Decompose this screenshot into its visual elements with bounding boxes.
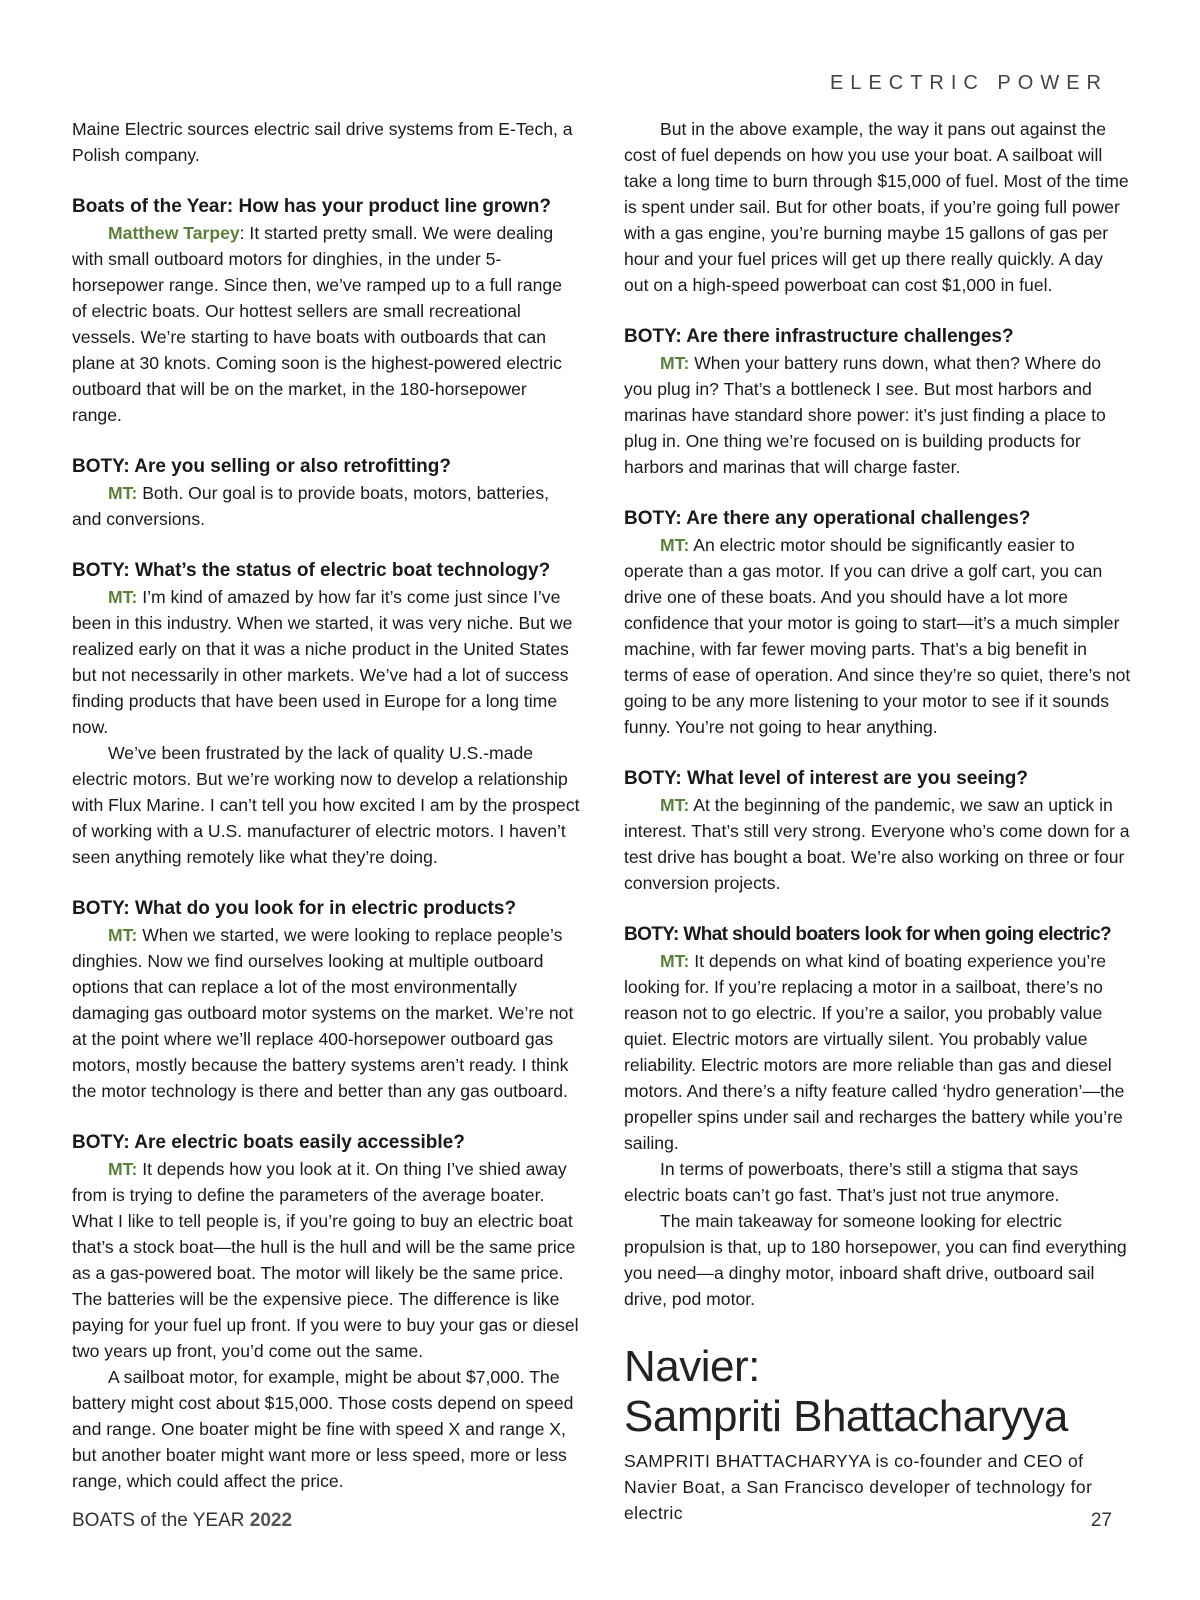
question-infrastructure: BOTY: Are there infrastructure challenges? [624,326,1014,347]
answer-product-line: Matthew Tarpey: It started pretty small. We were dealing with small outboard motors for dinghies, in the under 5-horsepower range. Since then, we’ve ramped up to a full range of electric boats. Our hottest sellers are small recreational vessels. We’re starting to have boats with outboards that can plane at 30 knots. Coming soon is the highest-powered electric outboard that will be on the market, in the 180-horsepower range. [72,223,562,425]
profile-title [624,1342,1132,1442]
answer-going-electric: MT: It depends on what kind of boating experience you’re looking for. If you’re replacing a motor in a sailboat, there’s no reason not to go electric. If you’re a sailor, you probably value quiet. Electric motors are virtually silent. You probably value reliability. Electric motors are more reliable than gas and diesel motors. And there’s a nifty feature called ‘hydro generation’—the propeller spins under sail and recharges the battery while you’re sailing. [624,951,1125,1153]
question-accessibility: BOTY: Are electric boats easily accessible? [72,1132,465,1153]
footer-publication: BOATS of the YEAR 2022 [72,1510,293,1531]
speaker-label: Matthew Tarpey [108,223,240,243]
speaker-label: MT: [108,925,138,945]
speaker-label: MT: [108,1159,138,1179]
answer-technology-status-2: We’ve been frustrated by the lack of quality U.S.-made electric motors. But we’re working now to develop a relationship with Flux Marine. I can’t tell you how excited I am by the prospect of working with a U.S. manufacturer of electric motors. I haven’t seen anything remotely like what they’re doing. [72,743,580,867]
question-operational: BOTY: Are there any operational challenges? [624,508,1031,529]
footer-year: 2022 [249,1510,293,1531]
answer-infrastructure: MT: When your battery runs down, what then? Where do you plug in? That’s a bottleneck I see. But most harbors and marinas have standard shore power: it’s just finding a place to plug in. One thing we’re focused on is building products for harbors and marinas that will charge faster. [624,353,1106,477]
question-electric-products: BOTY: What do you look for in electric products? [72,898,517,919]
page-number: 27 [1090,1510,1112,1531]
continued-paragraph: But in the above example, the way it pans out against the cost of fuel depends on how you use your boat. A sailboat will take a long time to burn through $15,000 of fuel. Most of the time is spent under sail. But for other boats, if you’re going full power with a gas engine, you’re burning maybe 15 gallons of gas per hour and your fuel prices will get up there really quickly. A day out on a high-speed powerboat can cost $1,000 in fuel. [624,119,1129,295]
right-column [624,116,1132,1526]
question-technology-status: BOTY: What’s the status of electric boat technology? [72,560,551,581]
answer-accessibility-2: A sailboat motor, for example, might be about $7,000. The battery might cost about $15,000. Those costs depend on speed and range. One boater might be fine with speed X and range X, but another boater might want more or less speed, more or less range, which could affect the price. [72,1367,574,1491]
speaker-label: MT: [108,587,138,607]
question-product-line: Boats of the Year: How has your product line grown? [72,196,551,217]
answer-going-electric-3: The main takeaway for someone looking for electric propulsion is that, up to 180 horsepower, you can find everything you need—a dinghy motor, inboard shaft drive, outboard sail drive, pod motor. [624,1211,1127,1309]
profile-title-company: Navier: [624,1342,760,1391]
answer-electric-products: MT: When we started, we were looking to replace people’s dinghies. Now we find ourselves looking at multiple outboard options that can replace a lot of the most environmentally damaging gas outboard motor systems on the market. We’re not at the point where we’ll replace 400-horsepower outboard gas motors, mostly because the battery systems aren’t ready. I think the motor technology is there and better than any gas outboard. [72,925,574,1101]
question-interest: BOTY: What level of interest are you seeing? [624,768,1029,789]
answer-technology-status: MT: I’m kind of amazed by how far it’s come just since I’ve been in this industry. When we started, it was very niche. But we realized early on that it was a niche product in the United States but not necessarily in other markets. We’ve had a lot of success finding products that have been used in Europe for a long time now. [72,587,573,737]
speaker-label: MT: [660,353,690,373]
question-retrofitting: BOTY: Are you selling or also retrofitting? [72,456,451,477]
speaker-label: MT: [660,795,690,815]
profile-bio: SAMPRITI BHATTACHARYYA is co-founder and CEO of Navier Boat, a San Francisco developer of technology for electric [624,1451,1093,1523]
intro-paragraph: Maine Electric sources electric sail drive systems from E-Tech, a Polish company. [72,119,573,165]
speaker-label: MT: [108,483,138,503]
answer-retrofitting: MT: Both. Our goal is to provide boats, motors, batteries, and conversions. [72,483,550,529]
answer-going-electric-2: In terms of powerboats, there’s still a stigma that says electric boats can’t go fast. That’s just not true anymore. [624,1159,1079,1205]
answer-operational: MT: An electric motor should be significantly easier to operate than a gas motor. If you can drive a golf cart, you can drive one of these boats. And you should have a lot more confidence that your motor is going to start—it’s a much simpler machine, with far fewer moving parts. That’s a big benefit in terms of ease of operation. And since they’re so quiet, there’s not going to be any more listening to your motor to see if it sounds funny. You’re not going to hear anything. [624,535,1131,737]
speaker-label: MT: [660,535,690,555]
answer-accessibility: MT: It depends how you look at it. On thing I’ve shied away from is trying to define the parameters of the average boater. What I like to tell people is, if you’re going to buy an electric boat that’s a stock boat—the hull is the hull and will be the same price as a gas-powered boat. The motor will likely be the same price. The batteries will be the expensive piece. The difference is like paying for your fuel up front. If you were to buy your gas or diesel two years up front, you’d come out the same. [72,1159,579,1361]
profile-title-person: Sampriti Bhattacharyya [624,1392,1068,1441]
section-label: ELECTRIC POWER [829,72,1108,94]
left-column [72,116,580,1494]
speaker-label: MT: [660,951,690,971]
answer-interest: MT: At the beginning of the pandemic, we saw an uptick in interest. That’s still very strong. Everyone who’s come down for a test drive has bought a boat. We’re also working on three or four conversion projects. [624,795,1130,893]
question-going-electric: BOTY: What should boaters look for when going electric? [624,924,1112,945]
